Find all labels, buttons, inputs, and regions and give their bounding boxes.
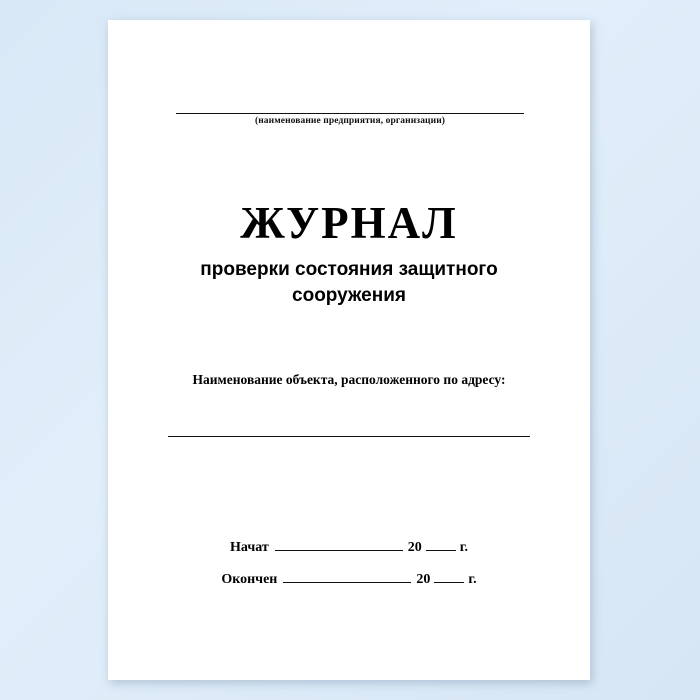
date-started-year-prefix: 20 (407, 540, 422, 555)
organization-field (176, 95, 524, 126)
object-address-label: Наименование объекта, расположенного по адресу: (192, 372, 506, 387)
organization-write-in-line (176, 95, 524, 114)
date-finished-year-line (434, 570, 464, 583)
object-address-write-in-line (168, 422, 530, 437)
date-finished-line (283, 570, 411, 583)
date-finished-label: Окончен (221, 572, 278, 587)
date-finished-year-suffix: г. (468, 572, 477, 587)
date-row-finished (108, 570, 590, 588)
organization-caption: (наименование предприятия, организации) (254, 116, 446, 126)
date-started-year-suffix: г. (459, 540, 469, 555)
document-subtitle: проверки состояния защитного сооружения (200, 259, 498, 306)
date-started-label: Начат (229, 540, 269, 555)
title-block (108, 200, 590, 309)
date-row-started (108, 538, 590, 556)
dates-block (108, 538, 590, 602)
date-started-year-line (426, 538, 456, 551)
date-started-line (275, 538, 403, 551)
document-title: ЖУРНАЛ (240, 198, 458, 248)
document-page (108, 20, 590, 680)
date-finished-year-prefix: 20 (416, 572, 431, 587)
